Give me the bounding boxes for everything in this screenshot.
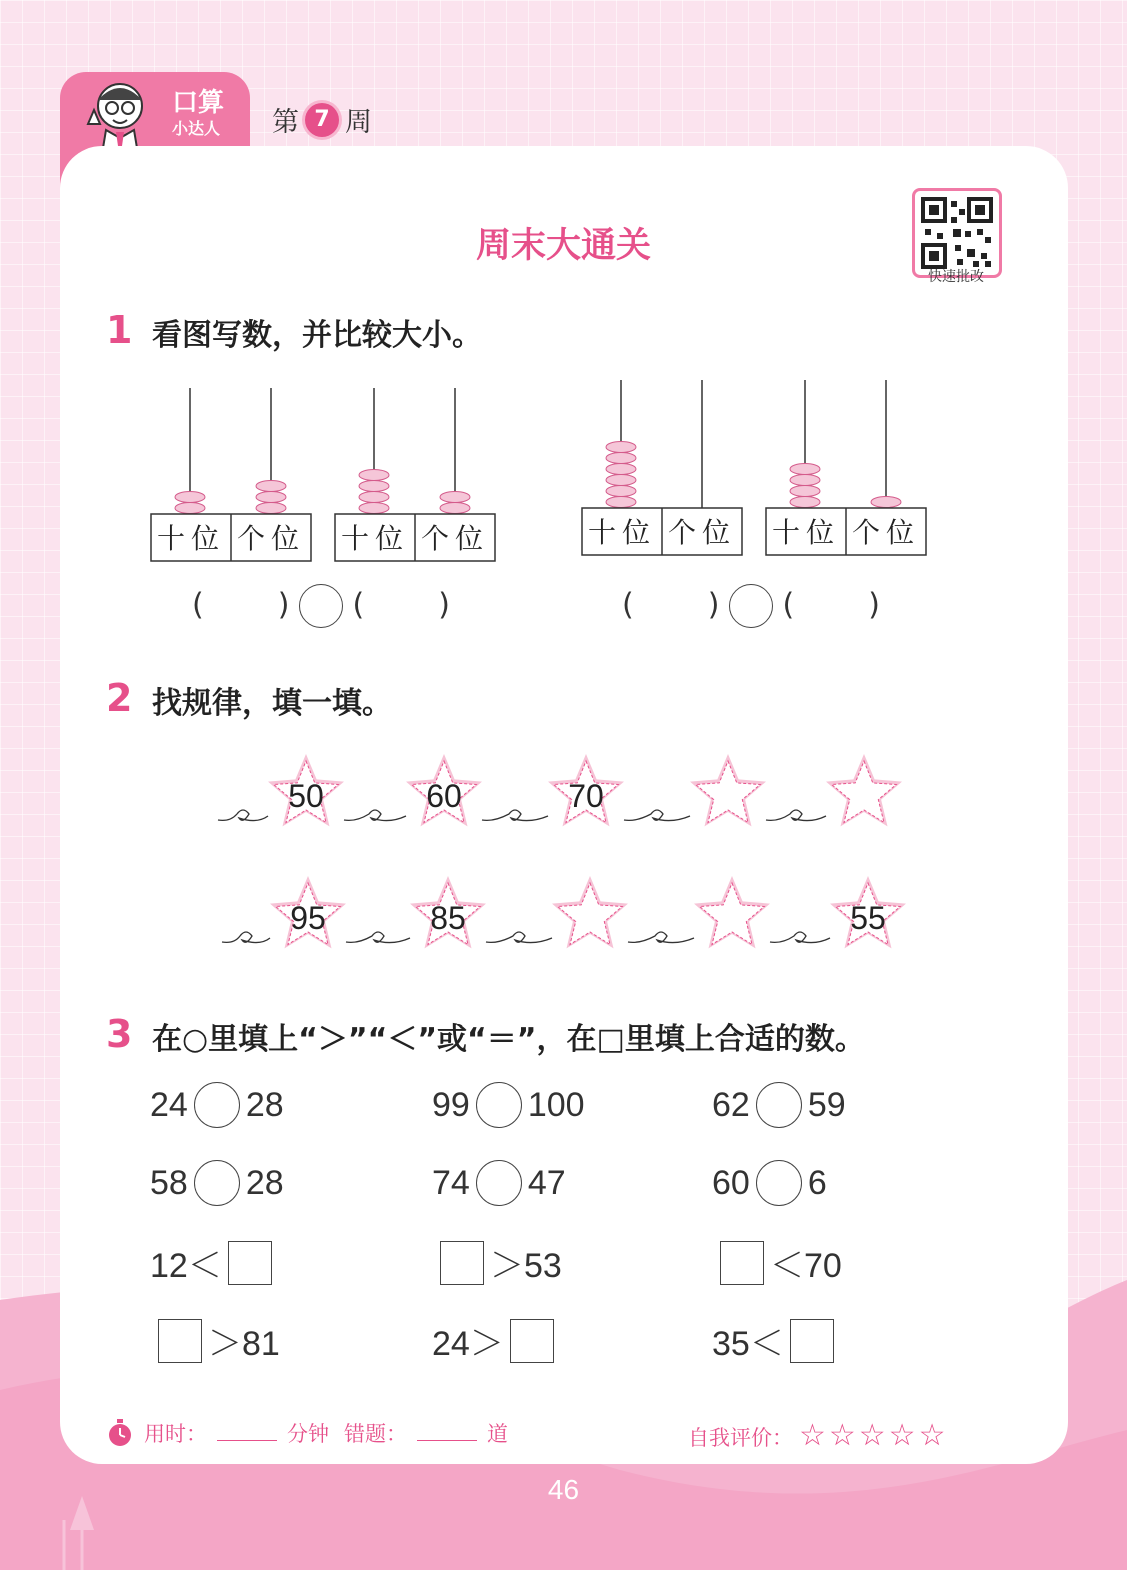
connector-swirl [222, 932, 270, 943]
tens-label: 十位 [156, 522, 226, 555]
right-number: 28 [245, 1085, 284, 1124]
abacus-bead [606, 464, 636, 475]
connector-swirl [628, 932, 694, 943]
week-number-badge: 7 [305, 103, 339, 137]
abacus-bead [256, 503, 286, 514]
compare-circle[interactable] [194, 1160, 240, 1206]
abacus-bead [256, 492, 286, 503]
question-2-text: 找规律，填一填。 [152, 686, 392, 721]
connector-swirl [770, 932, 830, 943]
abacus-3 [581, 372, 743, 572]
connector-swirl [482, 810, 548, 821]
number-box[interactable] [790, 1319, 834, 1363]
connector-swirl [624, 810, 690, 821]
connector-swirl [346, 932, 410, 943]
expression-after: ＜70 [770, 1247, 842, 1285]
abacus-bead [256, 481, 286, 492]
right-number: 28 [245, 1163, 284, 1202]
answer-row-left [192, 584, 450, 628]
number-box[interactable] [720, 1241, 764, 1285]
left-number: 62 [712, 1085, 750, 1124]
brand-title: 口算 [172, 88, 225, 118]
abacus-bead [606, 442, 636, 453]
abacus-bead [359, 481, 389, 492]
expression-before: 35＜ [712, 1325, 784, 1363]
open-paren: ( [192, 587, 204, 623]
abacus-bead [440, 503, 470, 514]
abacus-bead [790, 497, 820, 508]
question-2-number: 2 [106, 676, 133, 720]
comparison-item [440, 1238, 562, 1287]
expression-after: ＞53 [490, 1247, 562, 1285]
qr-label: 快速批改 [928, 269, 984, 285]
time-unit: 分钟 [287, 1422, 329, 1446]
compare-circle[interactable] [756, 1160, 802, 1206]
errors-blank[interactable] [417, 1422, 477, 1441]
close-paren: ) [868, 587, 880, 623]
abacus-bead [790, 464, 820, 475]
expression-before: 12＜ [150, 1247, 222, 1285]
left-number: 24 [150, 1085, 188, 1124]
brand-subtitle: 小达人 [172, 119, 221, 138]
footer-errors [344, 1418, 508, 1448]
compare-circle[interactable] [476, 1160, 522, 1206]
abacus-bead [871, 497, 901, 508]
abacus-4 [765, 372, 927, 572]
connector-swirl [486, 932, 552, 943]
comparison-item [150, 1238, 272, 1287]
abacus-bead [606, 453, 636, 464]
compare-circle[interactable] [194, 1082, 240, 1128]
comparison-item [720, 1238, 842, 1287]
close-paren: ) [707, 587, 720, 623]
page-number: 46 [547, 1474, 580, 1505]
ones-label: 个位 [851, 516, 921, 549]
abacus-bead [359, 503, 389, 514]
star-shape[interactable] [558, 883, 623, 945]
right-number: 6 [807, 1163, 827, 1202]
abacus-bead [790, 486, 820, 497]
footer-rating [688, 1418, 948, 1453]
number-box[interactable] [228, 1241, 272, 1285]
number-box[interactable] [158, 1319, 202, 1363]
star-number: 70 [568, 778, 604, 814]
comparison-item [150, 1160, 284, 1206]
footer-time [144, 1418, 329, 1448]
open-paren: ( [352, 587, 365, 623]
tens-label: 十位 [771, 516, 841, 549]
compare-circle[interactable] [476, 1082, 522, 1128]
abacus-bead [175, 492, 205, 503]
abacus-bead [359, 470, 389, 481]
errors-unit: 道 [487, 1422, 508, 1446]
number-box[interactable] [510, 1319, 554, 1363]
abacus-bead [606, 497, 636, 508]
open-paren: ( [782, 587, 795, 623]
abacus-bead [359, 492, 389, 503]
compare-circle[interactable] [756, 1082, 802, 1128]
comparison-item [712, 1082, 846, 1128]
page-title: 周末大通关 [475, 226, 651, 266]
comparison-item [432, 1082, 585, 1128]
expression-before: 24＞ [432, 1325, 504, 1363]
star-shape[interactable] [696, 761, 761, 823]
abacus-bead [175, 503, 205, 514]
left-number: 74 [432, 1163, 470, 1202]
qr-code-icon[interactable] [912, 188, 1002, 278]
tens-label: 十位 [587, 516, 657, 549]
time-blank[interactable] [217, 1422, 277, 1441]
time-label: 用时： [144, 1422, 207, 1446]
ones-label: 个位 [667, 516, 737, 549]
answer-row-right [622, 584, 880, 628]
ones-label: 个位 [420, 522, 490, 555]
comparison-item [158, 1316, 280, 1365]
star-number: 85 [430, 900, 466, 936]
errors-label: 错题： [344, 1422, 407, 1446]
question-3-number: 3 [106, 1012, 133, 1056]
left-number: 60 [712, 1163, 750, 1202]
comparison-item [712, 1160, 827, 1206]
stopwatch-icon [106, 1418, 134, 1448]
week-suffix: 周 [345, 107, 372, 138]
question-1-text: 看图写数，并比较大小。 [152, 318, 482, 353]
connector-swirl [766, 810, 826, 821]
rating-label: 自我评价： [688, 1426, 793, 1450]
number-box[interactable] [440, 1241, 484, 1285]
right-number: 100 [527, 1085, 585, 1124]
open-paren: ( [622, 587, 634, 623]
week-prefix: 第 [272, 107, 299, 138]
star-shape[interactable] [700, 883, 765, 945]
close-paren: ) [277, 587, 290, 623]
connector-swirl [218, 810, 268, 821]
comparison-item [432, 1316, 554, 1365]
star-number: 95 [290, 900, 326, 936]
star-number: 55 [850, 900, 886, 936]
close-paren: ) [438, 587, 450, 623]
pattern-stars [0, 740, 1127, 970]
abacus-1 [150, 380, 312, 580]
star-shape[interactable] [832, 761, 897, 823]
star-number: 60 [426, 778, 462, 814]
question-1-number: 1 [106, 308, 133, 352]
star-number: 50 [288, 778, 324, 814]
connector-swirl [344, 810, 406, 821]
compare-circle-2[interactable] [729, 584, 773, 628]
ones-label: 个位 [236, 522, 306, 555]
abacus-2 [334, 380, 496, 580]
abacus-bead [440, 492, 470, 503]
rating-stars[interactable]: ☆☆☆☆☆ [799, 1418, 949, 1453]
right-number: 47 [527, 1163, 566, 1202]
week-indicator [272, 100, 372, 139]
abacus-bead [790, 475, 820, 486]
expression-after: ＞81 [208, 1325, 280, 1363]
right-number: 59 [807, 1085, 846, 1124]
tens-label: 十位 [340, 522, 410, 555]
left-number: 58 [150, 1163, 188, 1202]
compare-circle-1[interactable] [299, 584, 343, 628]
comparison-item [712, 1316, 834, 1365]
comparison-item [432, 1160, 566, 1206]
abacus-bead [606, 486, 636, 497]
abacus-bead [606, 475, 636, 486]
comparison-item [150, 1082, 284, 1128]
left-number: 99 [432, 1085, 470, 1124]
question-3-text: 在○里填上“＞”“＜”或“＝”，在□里填上合适的数。 [152, 1022, 865, 1057]
mascot-icon [80, 74, 160, 154]
